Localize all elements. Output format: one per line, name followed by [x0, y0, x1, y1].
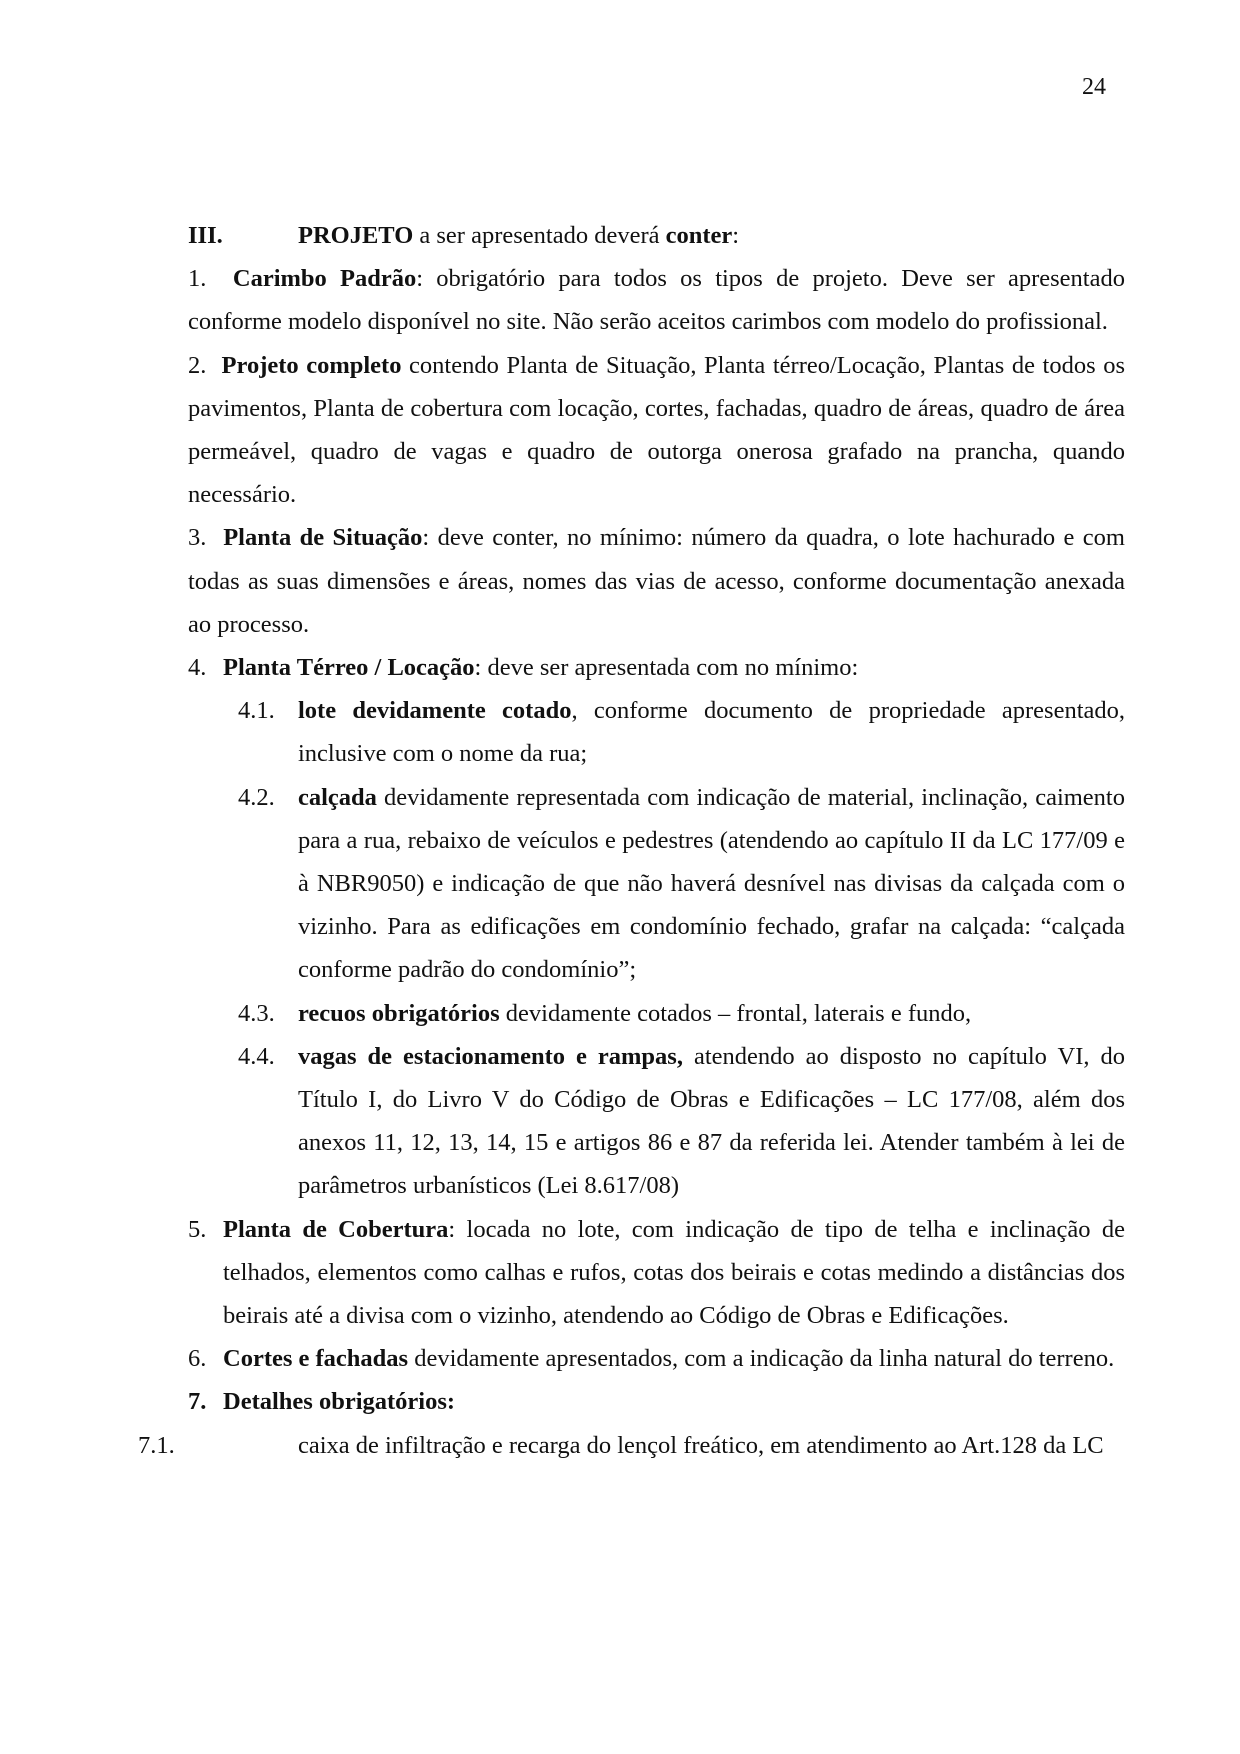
sub-item-title: recuos obrigatórios	[298, 999, 500, 1027]
section-title: PROJETO a ser apresentado deverá conter:	[298, 222, 740, 249]
item-text: devidamente apresentados, com a indicação da linha natural do terreno.	[408, 1345, 1115, 1373]
section-numeral: III.	[188, 222, 223, 249]
sub-item-number: 7.1.	[138, 1431, 175, 1459]
list-item-2	[188, 344, 1125, 517]
sub-item-4-4	[188, 1035, 1125, 1208]
item-title: Projeto completo	[221, 351, 402, 379]
sub-item-number: 4.3.	[238, 999, 275, 1027]
list-item-3	[188, 516, 1125, 646]
list-item-4	[188, 646, 1125, 689]
sub-item-number: 4.1.	[238, 697, 275, 725]
sub-item-number: 4.4.	[238, 1042, 275, 1070]
sub-item-text: devidamente representada com indicação de material, inclinação, caimento para a rua, rebaixo de veículos e pedestres (atendendo ao capítulo II da LC 177/09 e à NBR9050) e indicação de que não haverá desnível nas divisas da calçada com o vizinho. Para as edificações em condomínio fechado, grafar na calçada: “calçada conforme padrão do condomínio”;	[298, 783, 1125, 984]
item-text: : locada no lote, com indicação de tipo de telha e inclinação de telhados, elementos como calhas e rufos, cotas dos beirais e cotas medindo a distâncias dos beirais até a divisa com o vizinho, atendendo ao Código de Obras e Edificações.	[223, 1215, 1125, 1330]
sub-item-4-1	[188, 689, 1125, 775]
sub-item-number: 4.2.	[238, 783, 275, 811]
list-item-5	[188, 1208, 1125, 1338]
sub-item-title: calçada	[298, 783, 377, 811]
item-number: 5.	[188, 1215, 207, 1243]
item-text: contendo Planta de Situação, Planta térreo/Locação, Plantas de todos os pavimentos, Planta de cobertura com locação, cortes, fachadas, quadro de áreas, quadro de área permeável, quadro de vagas e quadro de outorga onerosa grafado na prancha, quando necessário.	[188, 351, 1125, 509]
sub-item-text: atendendo ao disposto no capítulo VI, do Título I, do Livro V do Código de Obras e Edificações – LC 177/08, além dos anexos 11, 12, 13, 14, 15 e artigos 86 e 87 da referida lei. Atender também à lei de parâmetros urbanísticos (Lei 8.617/08)	[298, 1042, 1125, 1200]
item-text: : obrigatório para todos os tipos de projeto. Deve ser apresentado conforme modelo disponível no site. Não serão aceitos carimbos com modelo do profissional.	[188, 265, 1125, 336]
sub-item-text: caixa de infiltração e recarga do lençol freático, em atendimento ao Art.128 da LC	[298, 1431, 1104, 1459]
list-item-1	[188, 257, 1125, 343]
sub-item-title: lote devidamente cotado	[298, 697, 572, 725]
item-title: Detalhes obrigatórios:	[223, 1388, 456, 1416]
item-number: 3.	[188, 524, 207, 552]
document-body	[138, 214, 1125, 1467]
item-number: 6.	[188, 1345, 207, 1373]
item-title: Cortes e fachadas	[223, 1345, 409, 1373]
item-title: Planta de Cobertura	[223, 1215, 449, 1243]
item-title: Carimbo Padrão	[232, 265, 417, 293]
item-text: : deve ser apresentada com no mínimo:	[474, 654, 859, 682]
sub-item-7-1	[138, 1424, 1125, 1467]
item-number: 1.	[188, 265, 207, 293]
list-item-6	[188, 1337, 1125, 1380]
list-item-7	[188, 1380, 1125, 1423]
item-number: 2.	[188, 351, 207, 379]
item-title: Planta de Situação	[223, 524, 423, 552]
sub-item-title: vagas de estacionamento e rampas,	[298, 1042, 683, 1070]
sub-item-4-2	[188, 776, 1125, 992]
sub-item-4-3	[188, 992, 1125, 1035]
item-text: : deve conter, no mínimo: número da quadra, o lote hachurado e com todas as suas dimensões e áreas, nomes das vias de acesso, conforme documentação anexada ao processo.	[188, 524, 1125, 638]
item-number: 7.	[188, 1388, 207, 1416]
page-number: 24	[1082, 74, 1106, 100]
sub-item-text: , conforme documento de propriedade apresentado, inclusive com o nome da rua;	[298, 697, 1125, 768]
sub-item-text: devidamente cotados – frontal, laterais e fundo,	[499, 999, 972, 1027]
item-number: 4.	[188, 654, 207, 682]
section-heading	[188, 214, 1125, 257]
item-title: Planta Térreo / Locação	[223, 654, 475, 682]
